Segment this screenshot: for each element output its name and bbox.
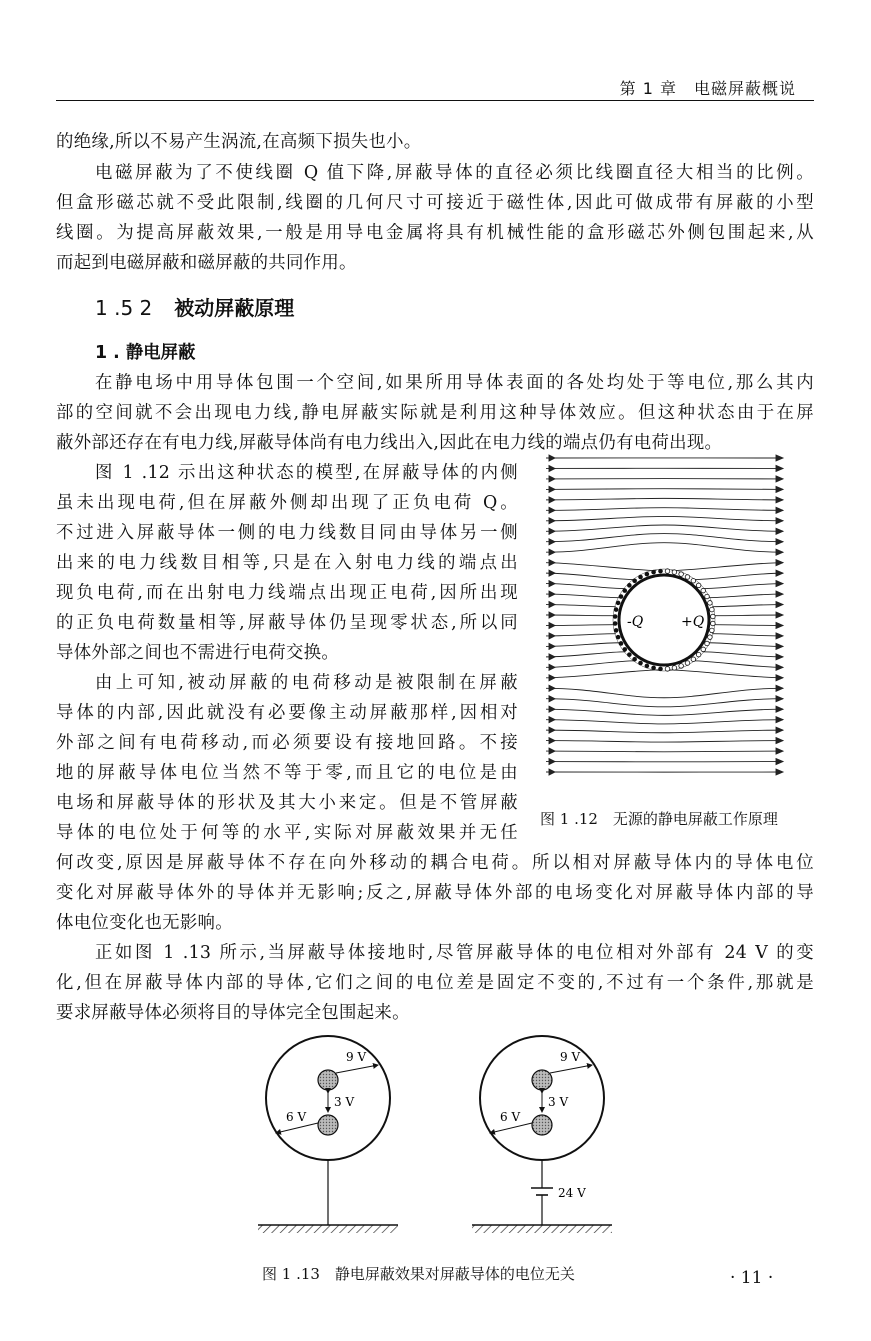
negative-charge: [632, 657, 637, 662]
field-line-arrow: [776, 643, 783, 649]
positive-charge: [691, 578, 696, 583]
text-line: 变化对屏蔽导体外的导体并无影响;反之,屏蔽导体外部的电场变化对屏蔽导体内部的导: [56, 883, 814, 903]
field-line-arrow: [776, 727, 783, 733]
text-line: 而起到电磁屏蔽和磁屏蔽的共同作用。: [56, 253, 357, 273]
label-9v: 9 V: [560, 1050, 581, 1064]
field-line-arrow: [776, 717, 783, 723]
negative-charge: [658, 569, 663, 574]
negative-charge: [658, 667, 663, 672]
text-line: 电场和屏蔽导体的形状及其大小来定。但是不管屏蔽: [56, 793, 518, 813]
text-line: 出来的电力线数目相等,只是在入射电力线的端点出: [56, 553, 518, 573]
positive-charge: [711, 621, 716, 626]
field-line-arrow: [776, 622, 783, 628]
field-line-arrow: [776, 486, 783, 492]
negative-charge: [619, 594, 624, 599]
field-line-arrow: [549, 738, 555, 744]
field-line-arrow: [549, 622, 555, 628]
field-line: [546, 720, 783, 724]
negative-charge: [651, 570, 656, 575]
field-line-arrow: [776, 497, 783, 503]
positive-charge: [705, 594, 710, 599]
field-line: [546, 730, 783, 733]
field-line-arrow: [776, 769, 783, 775]
text-line: 部的空间就不会出现电力线,静电屏蔽实际就是利用这种导体效应。但这种状态由于在屏: [56, 403, 814, 423]
field-line-arrow: [549, 528, 555, 534]
positive-charge: [679, 572, 684, 577]
negative-charge: [613, 621, 618, 626]
field-line-arrow: [776, 633, 783, 639]
text-line: 在静电场中用导体包围一个空间,如果所用导体表面的各处均处于等电位,那么其内: [95, 373, 814, 393]
text-line: 现负电荷,而在出射电力线端点出现正电荷,因所出现: [56, 583, 518, 603]
field-line: [546, 508, 783, 511]
field-line-arrow: [549, 570, 555, 576]
field-line-arrow: [776, 706, 783, 712]
positive-charge: [708, 635, 713, 640]
positive-charge: [672, 570, 677, 575]
positive-charge: [696, 583, 701, 588]
negative-charge: [651, 666, 656, 671]
figure-1-13-caption: 图 1 .13 静电屏蔽效果对屏蔽导体的电位无关: [262, 1265, 575, 1283]
field-line-arrow: [776, 654, 783, 660]
negative-charge: [614, 628, 619, 633]
text-line: 导体的电位处于何等的水平,实际对屏蔽效果并无任: [56, 823, 518, 843]
text-line: 不过进入屏蔽导体一侧的电力线数目同由导体另一侧: [56, 523, 518, 543]
negative-charge: [627, 583, 632, 588]
field-line: [546, 688, 783, 697]
negative-charge: [622, 647, 627, 652]
positive-charge: [711, 614, 716, 619]
positive-charge: [705, 641, 710, 646]
subsection-heading: 1 . 静电屏蔽: [95, 343, 196, 363]
field-line-arrow: [776, 685, 783, 691]
field-line-arrow: [549, 685, 555, 691]
figure-1-12: [538, 450, 793, 780]
field-line: [546, 543, 783, 553]
field-line: [546, 534, 783, 542]
field-line-arrow: [549, 549, 555, 555]
negative-charge: [627, 652, 632, 657]
field-line-arrow: [549, 497, 555, 503]
field-line-arrow: [776, 539, 783, 545]
field-line-arrow: [776, 759, 783, 765]
field-line-arrow: [776, 455, 783, 461]
field-line-arrow: [549, 654, 555, 660]
field-line: [546, 489, 783, 490]
field-line: [546, 563, 783, 571]
positive-charge: [701, 647, 706, 652]
field-line-arrow: [776, 738, 783, 744]
inner-conductor-bottom: [532, 1115, 552, 1135]
field-line-arrow: [549, 455, 555, 461]
field-line-arrow: [549, 591, 555, 597]
negative-charge: [645, 572, 650, 577]
negative-charge: [622, 588, 627, 593]
field-line-arrow: [549, 507, 555, 513]
label-3v: 3 V: [334, 1095, 355, 1109]
text-line: 的绝缘,所以不易产生涡流,在高频下损失也小。: [56, 132, 422, 152]
inner-conductor-top: [532, 1070, 552, 1090]
field-line-arrow: [776, 549, 783, 555]
text-line: 要求屏蔽导体必须将目的导体完全包围起来。: [56, 1003, 410, 1023]
negative-charge: [619, 641, 624, 646]
positive-charge: [685, 575, 690, 580]
field-line-arrow: [549, 465, 555, 471]
label-24v: 24 V: [558, 1186, 586, 1200]
text-line: 地的屏蔽导体电位当然不等于零,而且它的电位是由: [56, 763, 518, 783]
positive-charge: [691, 657, 696, 662]
field-line-arrow: [549, 759, 555, 765]
section-number: 1 .5 2: [95, 296, 153, 320]
text-line: 电磁屏蔽为了不使线圈 Q 值下降,屏蔽导体的直径必须比线圈直径大相当的比例。: [95, 163, 814, 183]
field-line-arrow: [776, 581, 783, 587]
positive-charge: [710, 628, 715, 633]
field-line-arrow: [549, 560, 555, 566]
figure-1-13: [250, 1025, 620, 1240]
field-line-arrow: [549, 675, 555, 681]
field-line: [546, 709, 783, 715]
field-line-arrow: [776, 518, 783, 524]
text-line: 图 1 .12 示出这种状态的模型,在屏蔽导体的内侧: [95, 463, 518, 483]
field-line-arrow: [549, 476, 555, 482]
text-line: 虽未出现电荷,但在屏蔽外侧却出现了正负电荷 Q。: [56, 493, 518, 513]
field-line: [546, 498, 783, 499]
text-line: 由上可知,被动屏蔽的电荷移动是被限制在屏蔽: [95, 673, 518, 693]
field-line-arrow: [549, 769, 555, 775]
positive-charge: [696, 652, 701, 657]
text-line: 的正负电荷数量相等,屏蔽导体仍呈现零状态,所以同: [56, 613, 518, 633]
text-line: 但盒形磁芯就不受此限制,线圈的几何尺寸可接近于磁性体,因此可做成带有屏蔽的小型: [56, 193, 814, 213]
text-line: 化,但在屏蔽导体内部的导体,它们之间的电位差是固定不变的,不过有一个条件,那就是: [56, 973, 814, 993]
field-line-arrow: [549, 717, 555, 723]
label-9v: 9 V: [346, 1050, 367, 1064]
negative-charge: [638, 661, 643, 666]
field-line-arrow: [549, 748, 555, 754]
field-line-arrow: [549, 612, 555, 618]
running-header: [56, 74, 814, 101]
field-line-arrow: [776, 664, 783, 670]
field-line-arrow: [549, 664, 555, 670]
text-line: 体电位变化也无影响。: [56, 913, 233, 933]
text-line: 正如图 1 .13 所示,当屏蔽导体接地时,尽管屏蔽导体的电位相对外部有 24 V 的变: [95, 943, 814, 963]
text-line: 线圈。为提高屏蔽效果,一般是用导电金属将具有机械性能的盒形磁芯外侧包围起来,从: [56, 223, 814, 243]
field-line-arrow: [776, 675, 783, 681]
positive-charge: [685, 661, 690, 666]
field-line-arrow: [549, 706, 555, 712]
chapter-title: 第 1 章 电磁屏蔽概说: [619, 79, 796, 98]
field-line-arrow: [549, 633, 555, 639]
field-line-arrow: [549, 518, 555, 524]
negative-charge: [614, 607, 619, 612]
positive-charge: [708, 601, 713, 606]
text-line: 导体外部之间也不需进行电荷交换。: [56, 643, 340, 663]
field-line: [546, 741, 783, 742]
inner-conductor-bottom: [318, 1115, 338, 1135]
field-line-arrow: [549, 643, 555, 649]
negative-charge: [616, 635, 621, 640]
negative-charge: [616, 601, 621, 606]
grounded-shield: [258, 1036, 398, 1233]
text-line: 导体的内部,因此就没有必要像主动屏蔽那样,因相对: [56, 703, 518, 723]
negative-charge-label: -Q: [627, 614, 644, 630]
field-line: [546, 699, 783, 707]
negative-charge: [632, 578, 637, 583]
shield-with-source: [472, 1036, 612, 1233]
text-line: 何改变,原因是屏蔽导体不存在向外移动的耦合电荷。所以相对屏蔽导体内的导体电位: [56, 853, 814, 873]
label-6v: 6 V: [286, 1110, 307, 1124]
field-line-arrow: [549, 581, 555, 587]
positive-charge: [665, 569, 670, 574]
field-line-arrow: [549, 696, 555, 702]
field-line-arrow: [776, 696, 783, 702]
negative-charge: [613, 614, 618, 619]
negative-charge: [645, 664, 650, 669]
field-line: [546, 751, 783, 752]
field-line-arrow: [776, 560, 783, 566]
field-line-arrow: [776, 748, 783, 754]
field-line-arrow: [776, 465, 783, 471]
field-line-arrow: [549, 539, 555, 545]
section-heading: [95, 292, 294, 321]
positive-charge: [672, 666, 677, 671]
field-line-arrow: [776, 591, 783, 597]
field-line-arrow: [549, 602, 555, 608]
positive-charge: [665, 667, 670, 672]
page-number: · 11 ·: [730, 1268, 774, 1288]
field-line: [546, 516, 783, 520]
field-line-arrow: [776, 476, 783, 482]
field-line-arrow: [549, 727, 555, 733]
field-line-arrow: [776, 570, 783, 576]
field-line-arrow: [776, 528, 783, 534]
field-line-arrow: [776, 602, 783, 608]
positive-charge: [701, 588, 706, 593]
figure-1-12-caption: 图 1 .12 无源的静电屏蔽工作原理: [540, 810, 778, 828]
field-line: [546, 525, 783, 531]
field-line-arrow: [776, 612, 783, 618]
positive-charge: [710, 607, 715, 612]
section-title: 被动屏蔽原理: [174, 296, 295, 320]
negative-charge: [638, 575, 643, 580]
positive-charge: [679, 664, 684, 669]
text-line: 蔽外部还存在有电力线,屏蔽导体尚有电力线出入,因此在电力线的端点仍有电荷出现。: [56, 433, 723, 453]
label-6v: 6 V: [500, 1110, 521, 1124]
label-3v: 3 V: [548, 1095, 569, 1109]
field-line-arrow: [776, 507, 783, 513]
inner-conductor-top: [318, 1070, 338, 1090]
positive-charge-label: +Q: [681, 614, 705, 630]
text-line: 外部之间有电荷移动,而必须要设有接地回路。不接: [56, 733, 518, 753]
field-line-arrow: [549, 486, 555, 492]
